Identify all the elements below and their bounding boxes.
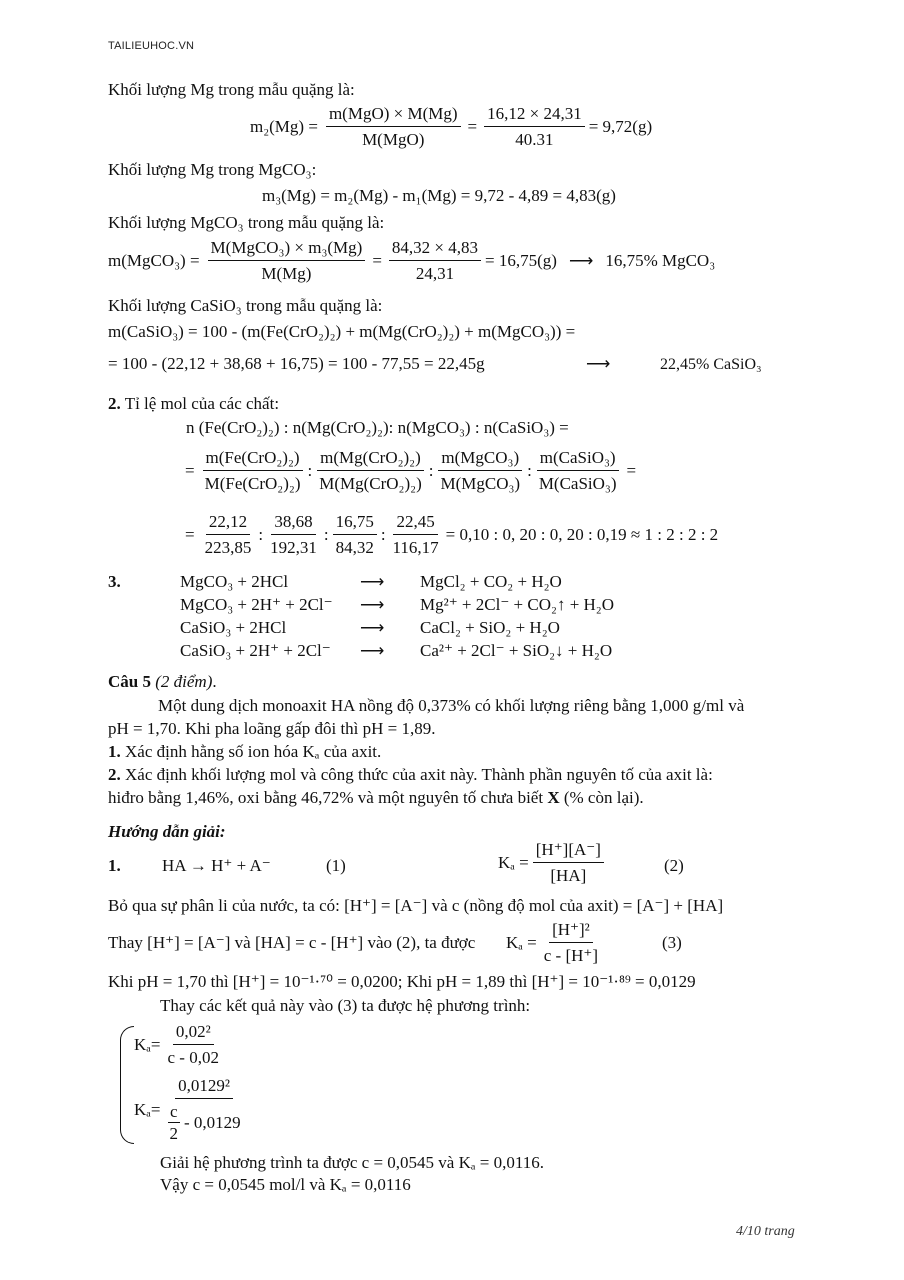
fraction — [208, 238, 366, 283]
denominator: 223,85 — [204, 537, 252, 557]
eq-m2-lhs: m₂(Mg) = — [250, 116, 318, 136]
fraction — [533, 840, 604, 885]
reaction-right: MgCl₂ + CO₂ + H₂O — [420, 572, 562, 591]
denominator: 116,17 — [392, 537, 439, 557]
reaction-right: Mg²⁺ + 2Cl⁻ + CO₂↑ + H₂O — [420, 595, 615, 614]
fraction — [202, 512, 255, 557]
heading-mg-in-mgco3: Khối lượng Mg trong MgCO₃: — [108, 160, 317, 179]
system-intro: Thay các kết quả này vào (3) ta được hệ phương trình: — [160, 996, 531, 1015]
numerator: [H⁺]² — [549, 920, 593, 943]
fraction — [267, 512, 320, 557]
numerator: 0,0129² — [175, 1076, 233, 1099]
colon: : — [323, 524, 329, 544]
equation-number-1: (1) — [326, 856, 346, 875]
fraction — [437, 448, 523, 493]
q1-label: 1. — [108, 742, 121, 761]
guide-title: Hướng dẫn giải: — [108, 822, 226, 841]
numerator: 84,32 × 4,83 — [389, 238, 481, 261]
colon: : — [258, 524, 264, 544]
eq-mgco3-percent: 16,75% MgCO₃ — [605, 250, 716, 270]
ka-substituted — [506, 920, 605, 965]
reaction-left: CaSiO₃ + 2HCl — [180, 618, 287, 637]
numerator: m(Fe(CrO₂)₂) — [203, 448, 303, 471]
reaction-right: Ca²⁺ + 2Cl⁻ + SiO₂↓ + H₂O — [420, 641, 613, 660]
arrow-icon: ⟶ — [586, 354, 611, 373]
fraction — [165, 1022, 222, 1067]
fraction — [333, 512, 377, 557]
fraction — [541, 920, 601, 965]
denominator: c - 0,02 — [167, 1047, 219, 1067]
equals-sign: = — [185, 524, 195, 544]
equation-casio3-line2: = 100 - (22,12 + 38,68 + 16,75) = 100 - 77,55 = 22,45g — [108, 354, 485, 373]
arrow-icon: ⟶ — [360, 572, 385, 591]
denominator: M(Mg(CrO₂)₂) — [319, 473, 422, 493]
denominator: 24,31 — [415, 263, 455, 283]
numerator: 38,68 — [271, 512, 315, 535]
q1-text: Xác định hằng số ion hóa Kₐ của axit. — [125, 742, 382, 761]
denominator: M(MgCO₃) — [440, 473, 521, 493]
part2-title: Tỉ lệ mol của các chất: — [124, 394, 280, 413]
denominator: 84,32 — [335, 537, 374, 557]
fraction — [390, 512, 442, 557]
equals-sign: = — [185, 460, 195, 480]
numerator: m(Mg(CrO₂)₂) — [317, 448, 424, 471]
arrow-icon: ⟶ — [360, 595, 385, 614]
ph-values-line: Khi pH = 1,70 thì [H⁺] = 10⁻¹·⁷⁰ = 0,0200; Khi pH = 1,89 thì [H⁺] = 10⁻¹·⁸⁹ = 0,0129 — [108, 972, 696, 991]
heading-mg-mass: Khối lượng Mg trong mẫu quặng là: — [108, 80, 355, 99]
numerator: 16,12 × 24,31 — [484, 104, 585, 127]
dissociation-equation: HA → H⁺ + A⁻ — [162, 856, 271, 875]
colon: : — [527, 460, 532, 480]
reaction-left: MgCO₃ + 2H⁺ + 2Cl⁻ — [180, 595, 333, 614]
equation-m2 — [250, 104, 652, 149]
question5-period: . — [212, 672, 217, 691]
part2-label: 2. — [108, 394, 121, 413]
fraction — [168, 1102, 181, 1144]
equation-casio3-line1: m(CaSiO₃) = 100 - (m(Fe(CrO₂)₂) + m(Mg(CrO₂)₂) + m(MgCO₃)) = — [108, 322, 576, 341]
ka-lhs: Kₐ = — [506, 932, 537, 952]
equation-number-2: (2) — [664, 856, 684, 875]
denominator: [HA] — [550, 865, 587, 885]
arrow-icon: ⟶ — [360, 641, 385, 660]
question5-intro-line2: pH = 1,70. Khi pha loãng gấp đôi thì pH = 1,89. — [108, 719, 436, 738]
fraction — [316, 448, 425, 493]
part3-label: 3. — [108, 572, 121, 591]
question5-points: (2 điểm) — [155, 672, 213, 691]
question5-label: Câu 5 — [108, 672, 151, 691]
fraction — [165, 1076, 244, 1144]
numerator: 0,02² — [173, 1022, 214, 1045]
arrow-icon: ⟶ — [360, 618, 385, 637]
system-brace — [120, 1026, 134, 1144]
heading-casio3-mass: Khối lượng CaSiO₃ trong mẫu quặng là: — [108, 296, 383, 315]
eq-mgco3-lhs: m(MgCO₃) = — [108, 250, 200, 270]
casio3-percent: 22,45% CaSiO₃ — [660, 356, 762, 373]
equation-m3: m₃(Mg) = m₂(Mg) - m₁(Mg) = 9,72 - 4,89 = 4,83(g) — [262, 186, 616, 205]
solve-line: Giải hệ phương trình ta được c = 0,0545 và Kₐ = 0,0116. — [160, 1153, 544, 1172]
equals-sign: = — [467, 116, 478, 136]
denominator: 40.31 — [515, 129, 554, 149]
equals-sign: = — [372, 250, 382, 270]
numerator: c — [168, 1102, 180, 1124]
numerator: [H⁺][A⁻] — [533, 840, 604, 863]
reaction-left: MgCO₃ + 2HCl — [180, 572, 289, 591]
question5-q1 — [108, 742, 381, 762]
question5-intro-line1: Một dung dịch monoaxit HA nồng độ 0,373% có khối lượng riêng bằng 1,000 g/ml và — [158, 696, 745, 715]
ka-lhs: Kₐ = — [498, 852, 529, 872]
fraction — [484, 104, 585, 149]
q2-text-line2c: (% còn lại). — [559, 788, 644, 807]
numerator: M(MgCO₃) × m₃(Mg) — [208, 238, 366, 261]
heading-mgco3-mass: Khối lượng MgCO₃ trong mẫu quặng là: — [108, 213, 385, 232]
equals-sign: = — [626, 460, 637, 480]
q2-text-line1: Xác định khối lượng mol và công thức của axit này. Thành phần nguyên tố của axit là: — [125, 765, 713, 784]
numerator: m(MgCO₃) — [438, 448, 522, 471]
numerator: 22,12 — [206, 512, 250, 535]
numerator: m(CaSiO₃) — [537, 448, 619, 471]
fraction — [389, 238, 481, 283]
q2-label: 2. — [108, 765, 121, 784]
site-header: TAILIEUHOC.VN — [108, 40, 195, 52]
sys2-lhs: Kₐ= — [134, 1100, 161, 1120]
mole-ratio-line1: n (Fe(CrO₂)₂) : n(Mg(CrO₂)₂): n(MgCO₃) : n(CaSiO₃) = — [186, 418, 569, 437]
fraction — [536, 448, 620, 493]
sys1-lhs: Kₐ= — [134, 1034, 161, 1054]
part2-heading — [108, 394, 279, 414]
eq-m2-result: = 9,72(g) — [588, 116, 653, 136]
question5-q2-line1 — [108, 765, 713, 785]
question5-title — [108, 672, 217, 692]
ka-definition — [498, 840, 608, 885]
denominator — [165, 1099, 244, 1144]
fraction — [202, 448, 304, 493]
numerator: 22,45 — [393, 512, 437, 535]
q2-unknown-element: X — [547, 788, 560, 807]
numerator: m(MgO) × M(Mg) — [326, 104, 461, 127]
denominator: M(Fe(CrO₂)₂) — [204, 473, 301, 493]
colon: : — [380, 524, 386, 544]
equation-mgco3 — [108, 238, 715, 283]
denominator: c - [H⁺] — [543, 945, 599, 965]
colon: : — [307, 460, 313, 480]
mole-ratio-fractions — [182, 448, 639, 493]
denominator: 192,31 — [270, 537, 317, 557]
sys2-den-tail: - 0,0129 — [184, 1112, 241, 1132]
denominator: M(MgO) — [362, 129, 425, 149]
solution-label: 1. — [108, 856, 121, 875]
colon: : — [428, 460, 434, 480]
reaction-right: CaCl₂ + SiO₂ + H₂O — [420, 618, 560, 637]
denominator: M(Mg) — [261, 263, 312, 283]
equation-number-3: (3) — [662, 933, 682, 952]
q2-text-line2a: hiđro bằng 1,46%, oxi bằng 46,72% và một nguyên tố chưa biết — [108, 788, 548, 807]
eq-mgco3-result: = 16,75(g) — [485, 250, 557, 270]
arrow-icon: ⟶ — [568, 250, 594, 270]
denominator: M(CaSiO₃) — [538, 473, 617, 493]
question5-q2-line2 — [108, 788, 644, 808]
conclusion-line: Vậy c = 0,0545 mol/l và Kₐ = 0,0116 — [160, 1175, 411, 1194]
mole-ratio-values — [182, 512, 718, 557]
numerator: 16,75 — [333, 512, 377, 535]
mole-ratio-result: = 0,10 : 0, 20 : 0, 20 : 0,19 ≈ 1 : 2 : 2 : 2 — [445, 524, 719, 544]
substitution-text: Thay [H⁺] = [A⁻] và [HA] = c - [H⁺] vào (2), ta được — [108, 933, 476, 952]
system-equation-2 — [134, 1076, 248, 1144]
ignore-water-line: Bỏ qua sự phân li của nước, ta có: [H⁺] = [A⁻] và c (nồng độ mol của axit) = [A⁻] + [HA] — [108, 896, 724, 915]
denominator: 2 — [169, 1124, 179, 1144]
fraction — [326, 104, 461, 149]
page-number: 4/10 trang — [736, 1224, 795, 1239]
reaction-left: CaSiO₃ + 2H⁺ + 2Cl⁻ — [180, 641, 331, 660]
system-equation-1 — [134, 1022, 226, 1067]
